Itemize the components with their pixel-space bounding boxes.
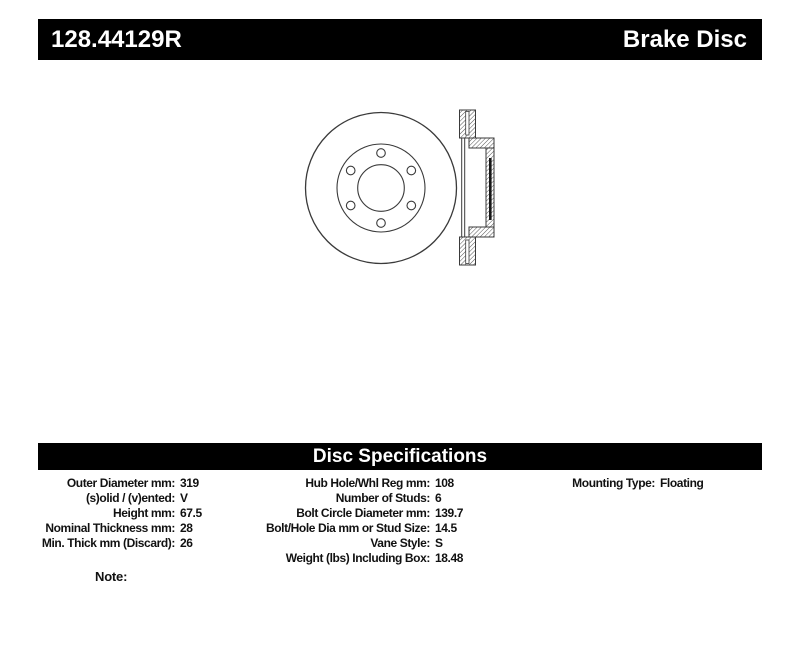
spec-value: 319 xyxy=(180,476,199,490)
spec-label: Vane Style: xyxy=(370,536,430,550)
spec-row-hub-hole xyxy=(230,476,500,491)
spec-row-nominal-thickness xyxy=(0,521,230,536)
part-number: 128.44129R xyxy=(51,25,182,53)
spec-row-bolt-hole-dia xyxy=(230,521,500,536)
spec-value: V xyxy=(180,491,188,505)
spec-label: Nominal Thickness mm: xyxy=(45,521,175,535)
spec-label: Bolt Circle Diameter mm: xyxy=(296,506,430,520)
brake-disc-technical-drawing xyxy=(290,100,505,275)
stud-hole xyxy=(407,201,416,210)
spec-row-mounting-type xyxy=(500,476,800,491)
spec-column-hub-studs xyxy=(230,476,500,566)
spec-value: S xyxy=(435,536,443,550)
spec-label: Height mm: xyxy=(112,506,175,520)
spec-row-weight xyxy=(230,551,500,566)
stud-hole xyxy=(377,219,386,228)
spec-label: Min. Thick mm (Discard): xyxy=(41,536,175,550)
section-hat-bore-edge xyxy=(489,158,492,220)
stud-hole xyxy=(407,166,416,175)
section-top-vent-slot xyxy=(466,112,469,136)
spec-label: Bolt/Hole Dia mm or Stud Size: xyxy=(265,521,430,535)
spec-value: 14.5 xyxy=(435,521,457,535)
section-bottom-vent-slot xyxy=(466,240,469,264)
spec-row-number-of-studs xyxy=(230,491,500,506)
spec-value: Floating xyxy=(660,476,704,490)
spec-label: (s)olid / (v)ented: xyxy=(85,491,175,505)
spec-value: 67.5 xyxy=(180,506,202,520)
product-name: Brake Disc xyxy=(622,25,747,53)
spec-label: Outer Diameter mm: xyxy=(66,476,175,490)
hub-hole-circle xyxy=(358,165,405,212)
stud-hole xyxy=(346,166,355,175)
spec-column-mounting xyxy=(500,476,800,491)
spec-value: 28 xyxy=(180,521,193,535)
section-hat-flange-bottom xyxy=(469,227,494,237)
header-bar xyxy=(38,19,762,60)
spec-value: 18.48 xyxy=(435,551,464,565)
spec-label: Weight (lbs) Including Box: xyxy=(285,551,430,565)
spec-value: 139.7 xyxy=(435,506,464,520)
spec-section-header-bar xyxy=(38,443,762,470)
spec-row-height xyxy=(0,506,230,521)
spec-value: 6 xyxy=(435,491,442,505)
section-hat-flange-top xyxy=(469,138,494,148)
spec-row-outer-diameter xyxy=(0,476,230,491)
spec-row-vane-style xyxy=(230,536,500,551)
spec-label: Number of Studs: xyxy=(335,491,430,505)
brake-disc-front-view xyxy=(306,113,457,264)
spec-row-min-thickness xyxy=(0,536,230,551)
spec-section-title: Disc Specifications xyxy=(312,445,488,467)
stud-hole xyxy=(346,201,355,210)
spec-value: 108 xyxy=(435,476,454,490)
spec-row-bolt-circle-diameter xyxy=(230,506,500,521)
spec-column-dimensions xyxy=(0,476,230,551)
brake-disc-cross-section xyxy=(460,110,495,265)
spec-row-solid-vented xyxy=(0,491,230,506)
spec-value: 26 xyxy=(180,536,193,550)
spec-label: Hub Hole/Whl Reg mm: xyxy=(305,476,430,490)
note-label: Note: xyxy=(95,569,128,584)
spec-label: Mounting Type: xyxy=(572,476,655,490)
stud-hole xyxy=(377,149,386,158)
